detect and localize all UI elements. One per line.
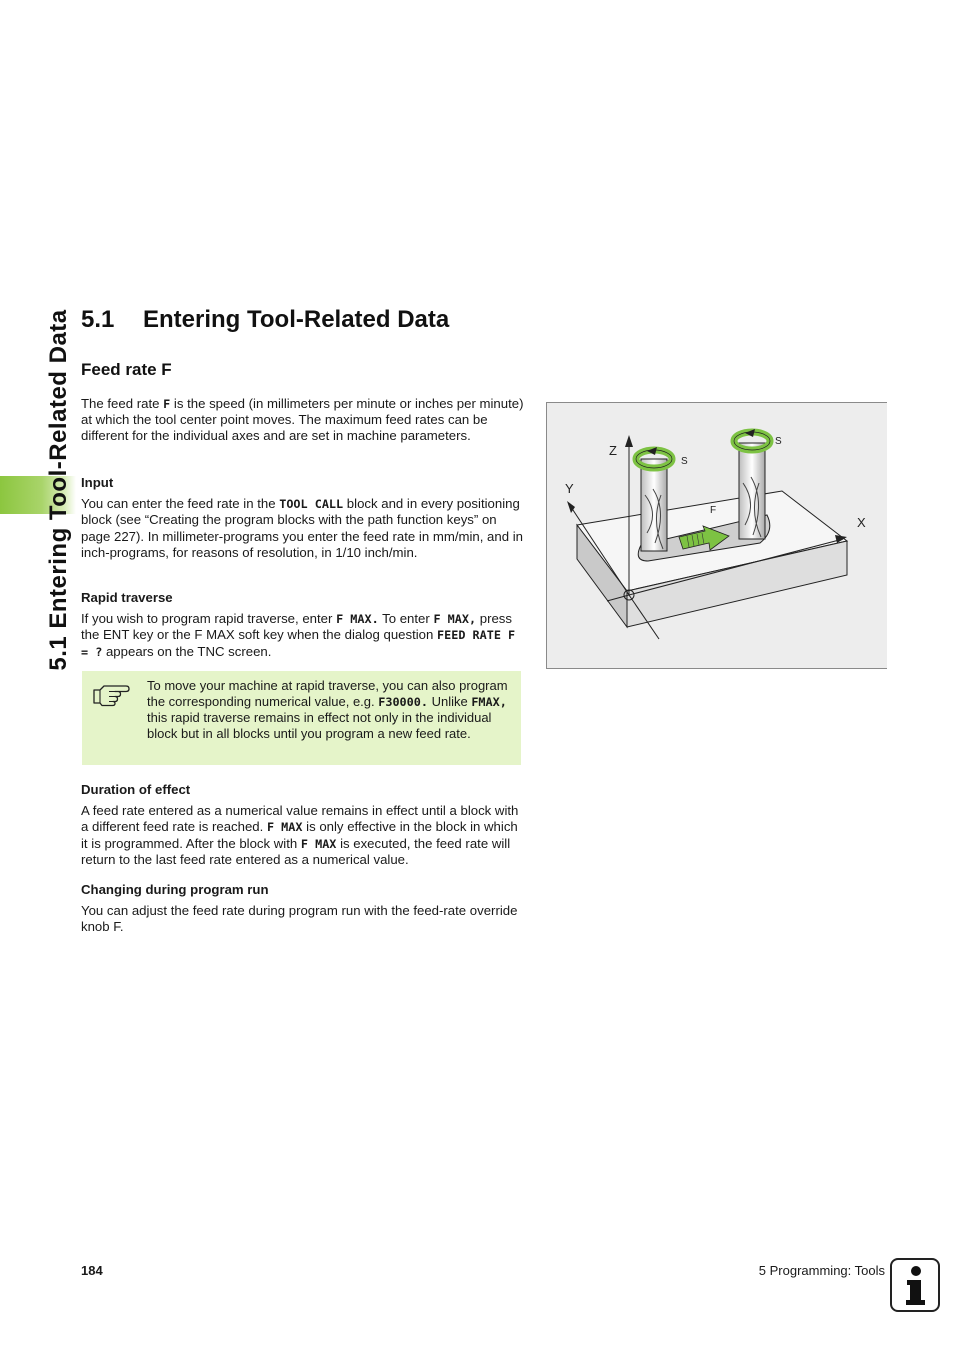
- code-fmax-note: FMAX,: [471, 695, 507, 709]
- feed-rate-figure: [546, 402, 887, 669]
- chapter-heading: [81, 306, 449, 334]
- chapter-number: 5.1: [81, 306, 115, 333]
- footer-chapter: 5 Programming: Tools: [758, 1263, 885, 1278]
- page-number: 184: [81, 1263, 103, 1278]
- duration-heading: Duration of effect: [81, 782, 191, 797]
- side-title: 5.1 Entering Tool-Related Data: [45, 309, 72, 671]
- info-icon: [890, 1258, 940, 1312]
- changing-heading: Changing during program run: [81, 882, 269, 897]
- changing-block: [81, 882, 527, 936]
- code-fmax-1: F MAX.: [336, 612, 379, 627]
- note-box: [82, 671, 521, 765]
- input-block: [81, 475, 527, 561]
- workpiece-illustration: [547, 403, 887, 668]
- feed-label: F: [710, 505, 717, 516]
- code-f30000: F30000.: [378, 695, 428, 709]
- rapid-paragraph: If you wish to program rapid traverse, enter F MAX. To enter F MAX, press the ENT key or the F MAX soft key when the dialog question FEED RATE F = ? appears on the TNC screen.: [81, 611, 516, 659]
- duration-paragraph: A feed rate entered as a numerical value remains in effect until a block with a different feed rate is reached. F MAX is only effective in the block in which it is programmed. After the block with F MAX is executed, the feed rate will return to the last feed rate entered as a numerical value.: [81, 803, 519, 867]
- code-feed-rate-question: FEED RATE F = ?: [81, 628, 516, 659]
- intro-paragraph: The feed rate F is the speed (in millimeters per minute or inches per minute) at which the tool center point moves. The maximum feed rates can be different for the individual axes and are set in machine parameters.: [81, 396, 524, 444]
- input-paragraph: You can enter the feed rate in the TOOL CALL block and in every positioning block (see “Creating the program blocks with the path function keys” on page 227). In millimeter-programs you enter the feed rate in mm/min, and in inch-programs, for reasons of resolution, in 1/10 inch/min.: [81, 496, 523, 560]
- code-tool-call: TOOL CALL: [279, 497, 344, 512]
- code-fmax-3: F MAX: [266, 820, 303, 835]
- code-fmax-2: F MAX,: [433, 612, 477, 627]
- pointing-hand-icon: [92, 681, 130, 707]
- rapid-heading: Rapid traverse: [81, 590, 173, 605]
- input-heading: Input: [81, 475, 114, 490]
- axis-label-x: X: [857, 515, 866, 530]
- duration-block: [81, 782, 527, 868]
- section-heading: Feed rate F: [81, 360, 172, 379]
- tool-right: [739, 443, 765, 539]
- note-text: To move your machine at rapid traverse, you can also program the corresponding numerical value, e.g. F30000. Unlike FMAX, this rapid traverse remains in effect not only in the individual block but in all blocks until you program a new feed rate.: [147, 678, 508, 741]
- tool-left: [641, 459, 667, 551]
- code-fmax-4: F MAX: [300, 836, 337, 851]
- chapter-title: Entering Tool-Related Data: [143, 306, 450, 333]
- axis-label-z: Z: [609, 443, 617, 458]
- code-f: F: [163, 397, 171, 411]
- spindle-label-right: S: [775, 436, 782, 447]
- changing-paragraph: You can adjust the feed rate during program run with the feed-rate override knob F.: [81, 903, 518, 935]
- spindle-label-left: S: [681, 456, 688, 467]
- rapid-block: [81, 590, 527, 660]
- axis-label-y: Y: [565, 481, 574, 496]
